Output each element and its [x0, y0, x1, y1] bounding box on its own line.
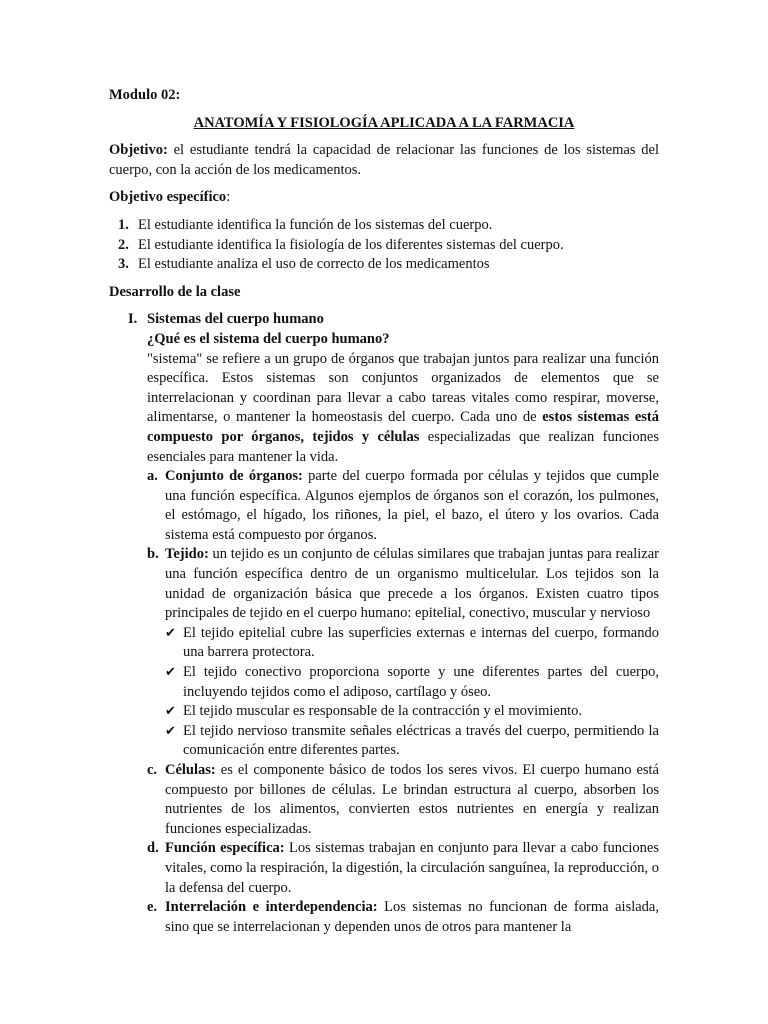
subitem-label: Tejido: [165, 546, 209, 563]
intro-bold-text: estos sistemas está compuesto por órganos, tejidos y células [147, 409, 660, 445]
check-list-item [165, 722, 659, 761]
objective-label: Objetivo: [109, 142, 168, 159]
subitem-tissue-text [165, 545, 659, 623]
subitem-label: Interrelación e interdependencia: [165, 899, 378, 916]
check-icon: ✔ [165, 704, 176, 720]
list-number: 2. [118, 236, 129, 253]
list-item-text: El estudiante identifica la fisiología de los diferentes sistemas del cuerpo. [138, 236, 564, 253]
module-heading: Modulo 02: [109, 87, 181, 103]
list-item [109, 255, 659, 275]
class-development-heading: Desarrollo de la clase [109, 283, 241, 300]
subitem-text: un tejido es un conjunto de células similares que trabajan juntas para realizar una función específica dentro de un organismo multicelular. Los tejidos son la unidad de organización básica que precede a los órganos. Existen cuatro tipos principales de tejido en el cuerpo humano: epitelial, conectivo, muscular y nervioso [165, 546, 659, 622]
check-item-text: El tejido muscular es responsable de la contracción y el movimiento. [183, 703, 583, 720]
subitem-text: Los sistemas no funcionan de forma aislada, sino que se interrelacionan y dependen unos de otros para mantener la [165, 899, 659, 935]
section-intro [147, 350, 659, 468]
subitem-letter: e. [147, 899, 158, 916]
section-numeral: I. [128, 311, 138, 328]
subitem-cells [147, 761, 659, 839]
check-item-text: El tejido nervioso transmite señales eléctricas a través del cuerpo, permitiendo la comunicación entre diferentes partes. [183, 722, 659, 759]
section-question: ¿Qué es el sistema del cuerpo humano? [147, 330, 390, 347]
check-icon: ✔ [165, 625, 176, 641]
list-item-text: El estudiante identifica la función de los sistemas del cuerpo. [138, 216, 493, 233]
list-item [109, 236, 659, 256]
specific-objective-label: Objetivo específico [109, 189, 227, 206]
subitem-text: parte del cuerpo formada por células y tejidos que cumple una función específica. Algunos ejemplos de órganos son el corazón, los pulmones, el estómago, el hígado, los riñones, la piel, el bazo, el útero y los ovarios. Cada sistema está compuesto por órganos. [165, 468, 659, 543]
list-number: 3. [118, 256, 129, 273]
subitem-organs [147, 467, 659, 545]
list-item-text: El estudiante analiza el uso de correcto de los medicamentos [138, 256, 490, 273]
check-list-item [165, 663, 659, 702]
specific-objective-colon: : [226, 189, 231, 206]
intro-text: "sistema" se refiere a un grupo de órganos que trabajan juntos para realizar una función específica. Estos sistemas son conjuntos organizados de elementos que se interrelacionan y coordinan para llevar a cabo tareas vitales como respirar, moverse, alimentarse, o mantener la homeostasis del cuerpo. Cada uno de [147, 350, 659, 426]
section-title: Sistemas del cuerpo humano [147, 311, 324, 328]
objective-text: el estudiante tendrá la capacidad de relacionar las funciones de los sistemas del cuerpo, con la acción de los medicamentos. [109, 142, 659, 178]
subitem-label: Función específica: [165, 840, 285, 857]
document-title: ANATOMÍA Y FISIOLOGÍA APLICADA A LA FARMACIA [193, 114, 575, 131]
subitem-text: es el componente básico de todos los seres vivos. El cuerpo humano está compuesto por billones de células. Le brindan estructura al cuerpo, absorben los nutrientes de los alimentos, convierten estos nutrientes en energía y realizan funciones especializadas. [165, 762, 659, 837]
check-item-text: El tejido conectivo proporciona soporte y une diferentes partes del cuerpo, incluyendo tejidos como el adiposo, cartílago y óseo. [183, 664, 659, 700]
subitem-specific-function [147, 839, 659, 898]
section-body-systems [109, 310, 659, 937]
check-icon: ✔ [165, 665, 176, 681]
objective-paragraph [109, 141, 659, 180]
check-list-item [165, 624, 659, 663]
subitem-letter: d. [147, 840, 159, 857]
subitem-label: Conjunto de órganos: [165, 468, 303, 485]
check-icon: ✔ [165, 723, 176, 739]
subitem-letter: b. [147, 546, 159, 563]
subitem-interrelation [147, 898, 659, 937]
check-list-item [165, 702, 659, 722]
subitem-label: Células: [165, 762, 216, 778]
specific-objective-heading [109, 188, 659, 208]
subitem-letter: a. [147, 468, 158, 485]
subitem-tissue [147, 545, 659, 761]
subitem-letter: c. [147, 762, 158, 778]
list-number: 1. [118, 216, 129, 233]
subitem-text: Los sistemas trabajan en conjunto para llevar a cabo funciones vitales, como la respiración, la digestión, la circulación sanguínea, la reproducción, o la defensa del cuerpo. [165, 840, 659, 896]
intro-text-end: especializadas que realizan funciones esenciales para mantener la vida. [147, 428, 659, 465]
specific-objectives-list [109, 216, 659, 275]
list-item [109, 216, 659, 236]
check-item-text: El tejido epitelial cubre las superficies externas e internas del cuerpo, formando una barrera protectora. [183, 624, 659, 661]
